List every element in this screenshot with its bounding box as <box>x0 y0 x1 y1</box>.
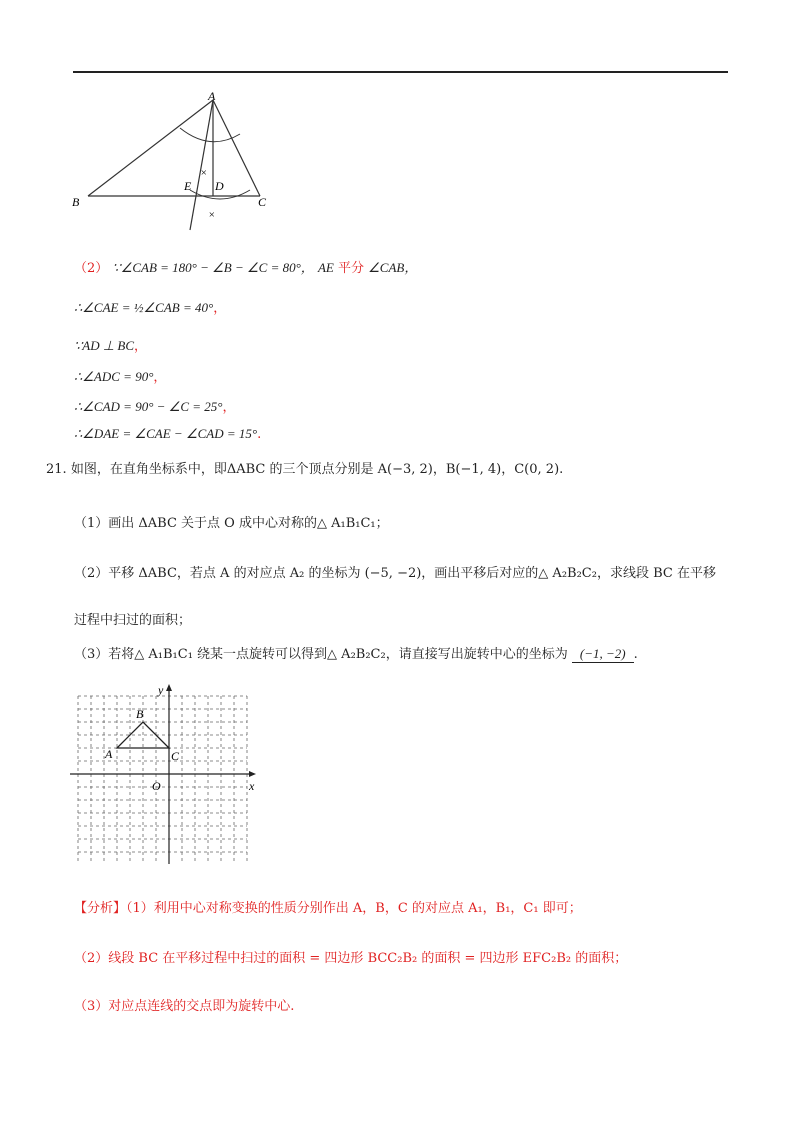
analysis-tag: 【分析】 <box>74 901 127 916</box>
point-a-label: A <box>105 747 113 761</box>
question-21-stem: 21. 如图，在直角坐标系中，即ΔABC 的三个顶点分别是 A(−3, 2)，B(−1, 4)，C(0, 2). <box>46 462 564 477</box>
header-rule <box>73 71 728 73</box>
analysis-line-2: （2）线段 BC 在平移过程中扫过的面积 = 四边形 BCC₂B₂ 的面积 = 四边形 EFC₂B₂ 的面积； <box>74 951 628 966</box>
solution-line-6: ∴∠DAE = ∠CAE − ∠CAD = 15°. <box>74 426 262 442</box>
solution-line-4: ∴∠ADC = 90°， <box>74 369 167 385</box>
analysis-line-3: （3）对应点连线的交点即为旋转中心. <box>74 999 295 1014</box>
question-21-part-2: （2）平移 ΔABC，若点 A 的对应点 A₂ 的坐标为 (−5, −2)，画出平移后对应的△ A₂B₂C₂，求线段 BC 在平移 <box>74 566 716 581</box>
point-b-label: B <box>136 707 144 721</box>
solution-line-5: ∴∠CAD = 90° − ∠C = 25°， <box>74 399 236 415</box>
question-21-part-2-cont: 过程中扫过的面积； <box>74 613 192 628</box>
svg-text:×: × <box>200 167 208 179</box>
solution-line-3: ∵AD ⊥ BC， <box>74 338 148 354</box>
point-c-label: C <box>171 749 180 763</box>
origin-label: O <box>152 779 161 793</box>
axis-y-label: y <box>158 683 164 697</box>
question-21-part-3: （3）若将△ A₁B₁C₁ 绕某一点旋转可以得到△ A₂B₂C₂，请直接写出旋转中心的坐标为 (−1, −2) . <box>74 646 638 662</box>
label-e: E <box>184 179 192 193</box>
answer-blank: (−1, −2) <box>572 646 634 663</box>
coordinate-grid-figure <box>68 682 263 867</box>
question-21-part-1: （1）画出 ΔABC 关于点 O 成中心对称的△ A₁B₁C₁； <box>74 516 389 531</box>
solution-line-1: （2） ∵∠CAB = 180° − ∠B − ∠C = 80°， AE 平分 ∠CAB， <box>74 260 418 276</box>
svg-text:×: × <box>208 209 216 221</box>
axis-x-label: x <box>249 779 255 793</box>
label-a: A <box>208 90 216 103</box>
label-b: B <box>72 195 80 209</box>
label-c: C <box>258 195 267 209</box>
solution-line-2: ∴∠CAE = ½∠CAB = 40°， <box>74 300 227 316</box>
analysis-line-1: 【分析】（1）利用中心对称变换的性质分别作出 A，B，C 的对应点 A₁，B₁，C₁ 即可； <box>74 901 582 916</box>
triangle-construction-figure <box>60 90 290 235</box>
label-d: D <box>215 179 224 193</box>
